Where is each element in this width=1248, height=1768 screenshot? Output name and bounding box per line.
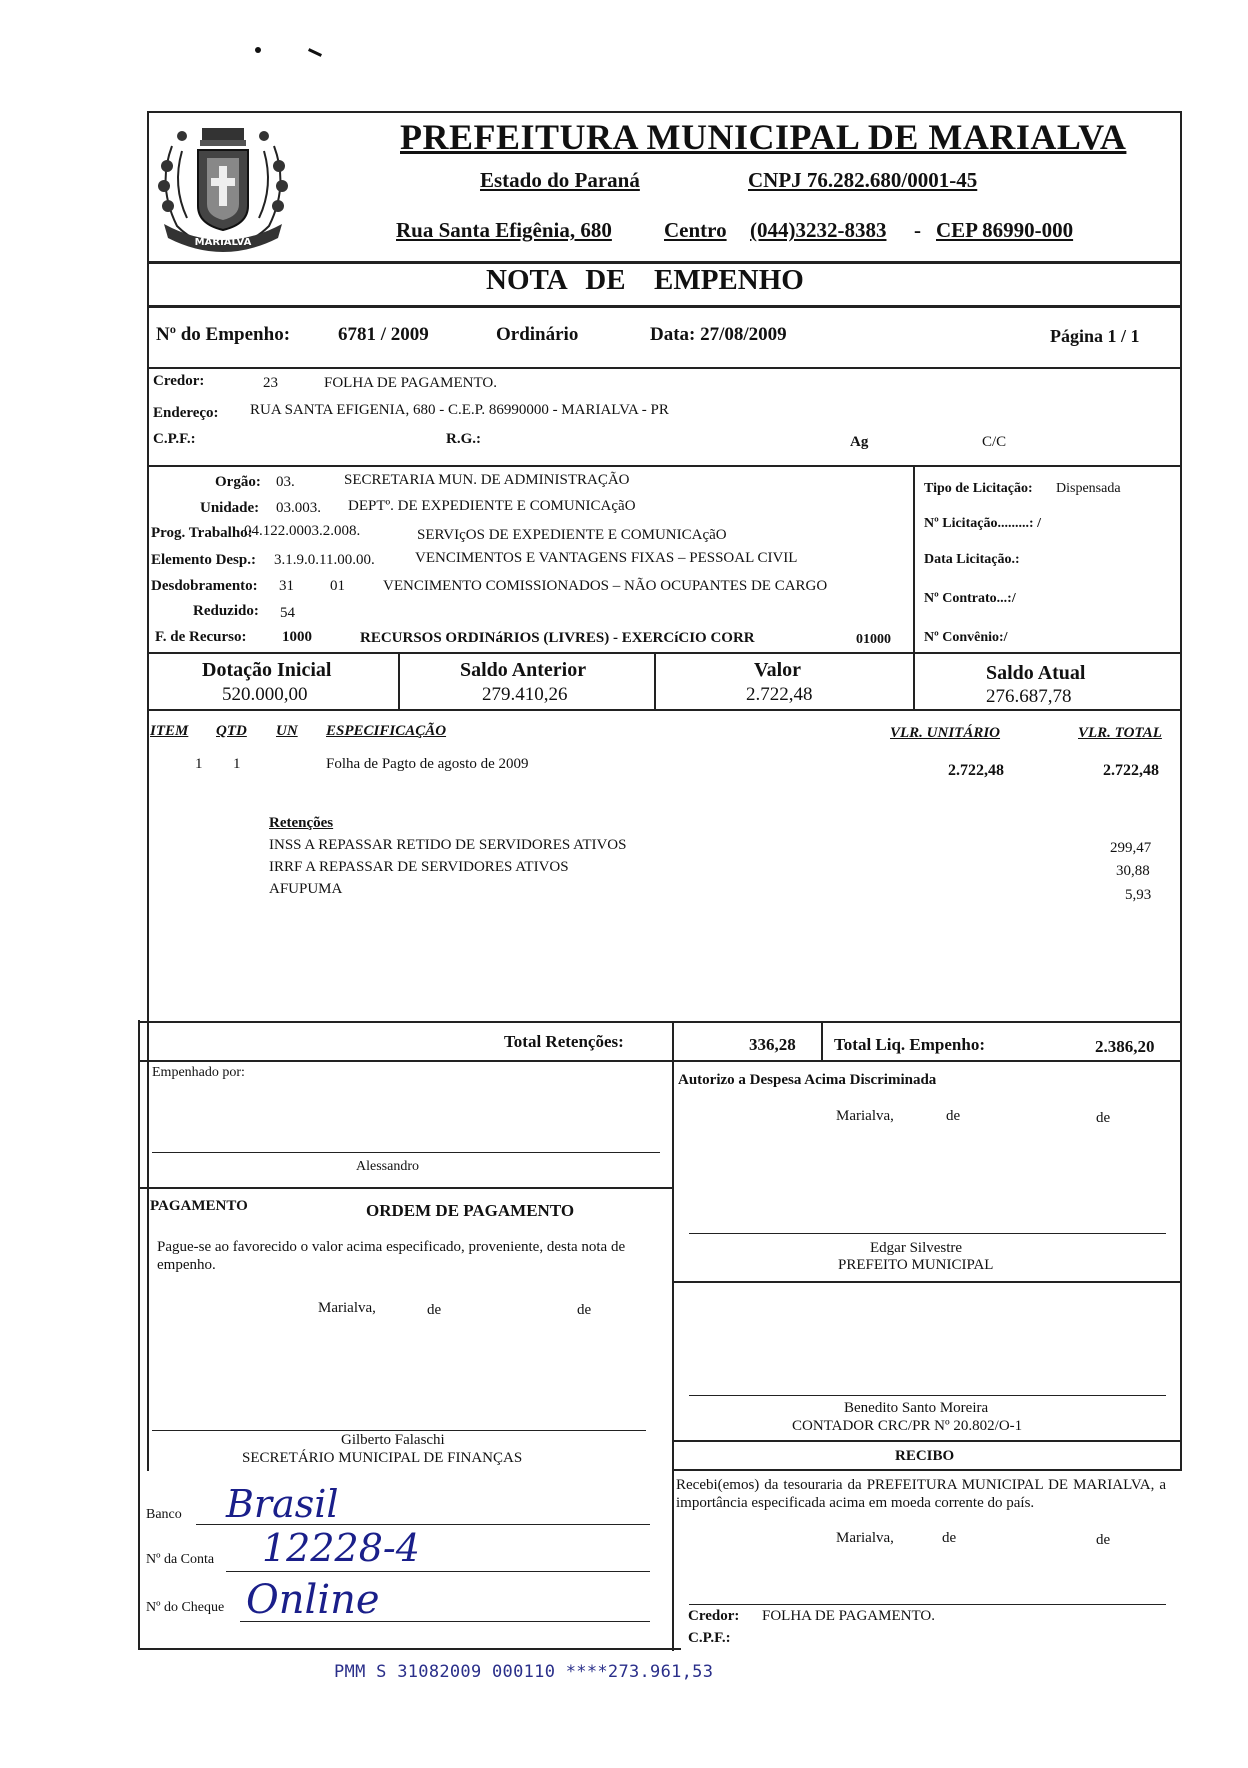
recurso-code: 1000 (282, 629, 312, 645)
licitacao-tipo-value: Dispensada (1056, 481, 1121, 496)
saldo-atual-label: Saldo Atual (986, 662, 1086, 684)
autorizo-label: Autorizo a Despesa Acima Discriminada (678, 1072, 937, 1088)
secretario-role: SECRETÁRIO MUNICIPAL DE FINANÇAS (242, 1450, 523, 1466)
banco-value: Brasil (226, 1482, 339, 1526)
empenho-label: Nº do Empenho: (156, 324, 291, 345)
col-item: ITEM (150, 723, 189, 739)
autorizo-de-2: de (1096, 1110, 1111, 1126)
conta-value: 12228-4 (262, 1526, 420, 1570)
valor-value: 2.722,48 (746, 684, 813, 705)
dotacao-label: Dotação Inicial (202, 659, 332, 681)
total-retencoes-label: Total Retenções: (504, 1032, 624, 1051)
header-cnpj: CNPJ 76.282.680/0001-45 (748, 168, 978, 192)
prefeito-name: Edgar Silvestre (870, 1240, 963, 1256)
recibo-cpf-label: C.P.F.: (688, 1630, 731, 1646)
retencao-desc: IRRF A REPASSAR DE SERVIDORES ATIVOS (269, 859, 569, 875)
credor-label: Credor: (153, 373, 205, 389)
dotacao-value: 520.000,00 (222, 684, 308, 705)
secretario-name: Gilberto Falaschi (341, 1432, 445, 1448)
empenho-date: Data: 27/08/2009 (650, 324, 787, 345)
licitacao-data: Data Licitação.: (924, 552, 1020, 567)
endereco-value: RUA SANTA EFIGENIA, 680 - C.E.P. 86990000 - MARIALVA - PR (250, 402, 669, 418)
col-vlr-total: VLR. TOTAL (1078, 725, 1162, 741)
endereco-label: Endereço: (153, 405, 219, 421)
item-description: Folha de Pagto de agosto de 2009 (326, 756, 529, 772)
rg-label: R.G.: (446, 431, 481, 447)
header-address: Rua Santa Efigênia, 680 (396, 218, 612, 242)
cpf-label: C.P.F.: (153, 431, 196, 447)
document-title-b: EMPENHO (654, 264, 804, 296)
retencao-desc: AFUPUMA (269, 881, 343, 897)
prog-desc: SERVIçOS DE EXPEDIENTE E COMUNICAçãO (417, 527, 727, 543)
scan-mark (308, 48, 322, 57)
pagamento-city: Marialva, (318, 1300, 376, 1316)
retencao-desc: INSS A REPASSAR RETIDO DE SERVIDORES ATIVOS (269, 837, 627, 853)
desdobramento-code-a: 31 (279, 578, 294, 594)
valor-label: Valor (754, 659, 802, 681)
elemento-code: 3.1.9.0.11.00.00. (274, 552, 375, 568)
empenhado-label: Empenhado por: (152, 1065, 245, 1080)
total-liquido-label: Total Liq. Empenho: (834, 1035, 985, 1054)
svg-text:MARIALVA: MARIALVA (194, 237, 252, 248)
header-separator: - (914, 218, 921, 242)
header-cep: CEP 86990-000 (936, 218, 1074, 242)
agency-label: Ag (850, 434, 869, 450)
coat-of-arms-logo (152, 106, 294, 258)
account-label: C/C (982, 434, 1007, 450)
item-number: 1 (195, 756, 203, 772)
recibo-de-1: de (942, 1530, 957, 1546)
licitacao-tipo-label: Tipo de Licitação: (924, 481, 1033, 496)
recurso-code-2: 01000 (856, 632, 891, 647)
banco-label: Banco (146, 1507, 182, 1522)
recurso-desc: RECURSOS ORDINáRIOS (LIVRES) - EXERCíCIO CORR (360, 630, 755, 646)
col-vlr-unitario: VLR. UNITÁRIO (890, 725, 1001, 741)
authentication-stamp: PMM S 31082009 000110 ****273.961,53 (334, 1662, 714, 1682)
cheque-label: Nº do Cheque (146, 1600, 225, 1615)
item-unit-value: 2.722,48 (948, 762, 1004, 779)
credor-name: FOLHA DE PAGAMENTO. (324, 375, 497, 391)
col-qtd: QTD (216, 723, 247, 739)
col-un: UN (276, 723, 298, 739)
contrato-numero: Nº Contrato...:/ (924, 591, 1016, 606)
conta-label: Nº da Conta (146, 1552, 215, 1567)
unidade-label: Unidade: (200, 500, 260, 516)
convenio-numero: Nº Convênio:/ (924, 630, 1008, 645)
desdobramento-desc: VENCIMENTO COMISSIONADOS – NÃO OCUPANTES DE CARGO (383, 578, 828, 594)
saldo-anterior-value: 279.410,26 (482, 684, 568, 705)
empenhado-name: Alessandro (356, 1159, 419, 1174)
pagamento-label: PAGAMENTO (150, 1198, 248, 1214)
recibo-title: RECIBO (895, 1448, 955, 1464)
recibo-text: Recebi(emos) da tesouraria da PREFEITURA MUNICIPAL DE MARIALVA, a importância especificada acima em moeda corrente do país. (676, 1477, 1166, 1511)
retencoes-title: Retenções (269, 815, 334, 831)
total-retencoes-value: 336,28 (749, 1035, 796, 1054)
header-district: Centro (664, 218, 727, 242)
empenho-number: 6781 / 2009 (338, 324, 429, 345)
orgao-desc: SECRETARIA MUN. DE ADMINISTRAÇÃO (344, 472, 630, 488)
item-qtd: 1 (233, 756, 241, 772)
page-number: Página 1 / 1 (1050, 326, 1140, 346)
recibo-credor-value: FOLHA DE PAGAMENTO. (762, 1608, 935, 1624)
pagamento-text: Pague-se ao favorecido o valor acima especificado, proveniente, desta nota de empenho. (157, 1239, 626, 1273)
reduzido-code: 54 (280, 605, 295, 621)
recurso-label: F. de Recurso: (155, 629, 247, 645)
document-title-a: NOTA DE (486, 264, 626, 296)
prog-label: Prog. Trabalho: (151, 525, 253, 541)
empenho-type: Ordinário (496, 324, 579, 345)
retencao-value: 30,88 (1116, 863, 1150, 879)
recibo-de-2: de (1096, 1532, 1111, 1548)
contador-role: CONTADOR CRC/PR Nº 20.802/O-1 (792, 1418, 1023, 1434)
recibo-city: Marialva, (836, 1530, 894, 1546)
total-liquido-value: 2.386,20 (1095, 1037, 1155, 1056)
prog-code: 04.122.0003.2.008. (244, 523, 361, 539)
scan-mark (255, 47, 261, 53)
elemento-desc: VENCIMENTOS E VANTAGENS FIXAS – PESSOAL CIVIL (415, 550, 798, 566)
ordem-pagamento-title: ORDEM DE PAGAMENTO (366, 1201, 575, 1220)
prefeito-role: PREFEITO MUNICIPAL (838, 1257, 994, 1273)
header-state: Estado do Paraná (480, 168, 640, 192)
desdobramento-code-b: 01 (330, 578, 345, 594)
unidade-code: 03.003. (276, 500, 321, 516)
autorizo-city: Marialva, (836, 1108, 894, 1124)
autorizo-de-1: de (946, 1108, 961, 1124)
pagamento-de-1: de (427, 1302, 442, 1318)
retencao-value: 5,93 (1125, 887, 1152, 903)
reduzido-label: Reduzido: (193, 603, 259, 619)
licitacao-numero: Nº Licitação.........: / (924, 516, 1041, 531)
orgao-code: 03. (276, 474, 295, 490)
credor-code: 23 (263, 375, 278, 391)
pagamento-de-2: de (577, 1302, 592, 1318)
desdobramento-label: Desdobramento: (151, 578, 258, 594)
header-phone: (044)3232-8383 (750, 218, 887, 242)
orgao-label: Orgão: (215, 474, 261, 490)
cheque-value: Online (246, 1577, 380, 1623)
saldo-atual-value: 276.687,78 (986, 686, 1072, 707)
recibo-credor-label: Credor: (688, 1608, 740, 1624)
item-total-value: 2.722,48 (1103, 762, 1159, 779)
retencao-value: 299,47 (1110, 840, 1152, 856)
header-title: PREFEITURA MUNICIPAL DE MARIALVA (400, 117, 1127, 157)
elemento-label: Elemento Desp.: (151, 552, 256, 568)
saldo-anterior-label: Saldo Anterior (460, 659, 587, 681)
unidade-desc: DEPTº. DE EXPEDIENTE E COMUNICAçãO (348, 498, 636, 514)
contador-name: Benedito Santo Moreira (844, 1400, 989, 1416)
col-especificacao: ESPECIFICAÇÃO (326, 723, 447, 739)
